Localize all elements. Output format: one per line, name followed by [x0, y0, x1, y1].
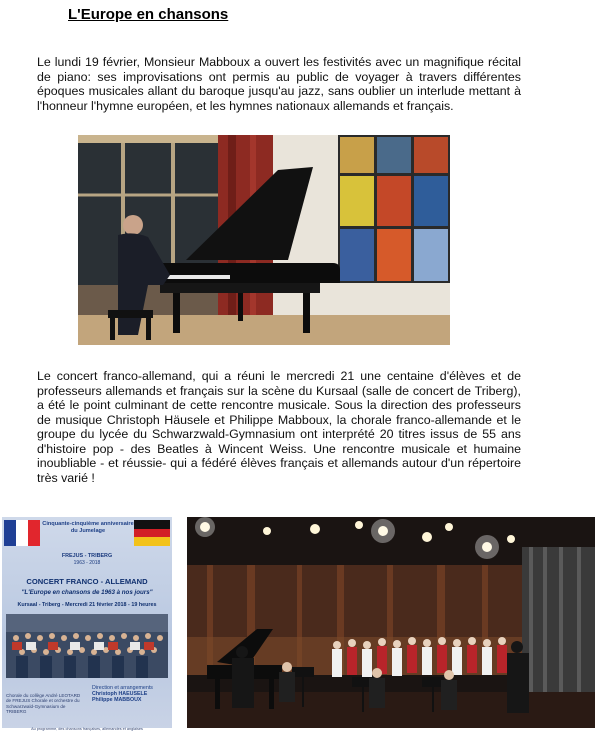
poster-direction	[92, 685, 168, 704]
poster-cities: FREJUS - TRIBERG	[61, 553, 113, 559]
poster-concert-title: CONCERT FRANCO - ALLEMAND	[26, 577, 148, 586]
page-title: L'Europe en chansons	[68, 6, 229, 23]
poster-direction-names: Christoph HAEUSELE Philippe MABBOUX	[92, 691, 148, 704]
concert-paragraph: Le concert franco-allemand, qui a réuni le mercredi 21 une centaine d'élèves et de professeurs allemands et français sur la scène du Kursaal (salle de concert de Triberg), a été le point culminant de cette rencontre musicale. Sous la direction des professeurs de musique Christoph Häusele et Philippe Mabboux, la chorale franco-allemande et le groupe du lycée du Schwarzwald-Gymnasium ont interprété 20 titres issus de 55 ans d'histoire pop - des Beatles à Wincent Weiss. Une rencontre musicale et humaine inoubliable - et réussie- qui a fédéré élèves français et allemands autour d'un répertoire très varié !	[37, 369, 521, 485]
french-flag-icon	[4, 520, 40, 546]
piano-recital-photo	[78, 135, 450, 345]
concert-stage-photo	[187, 517, 595, 728]
concert-poster	[2, 517, 172, 731]
poster-years: 1963 - 2018	[73, 560, 101, 566]
poster-venue: Kursaal - Triberg - Mercredi 21 février 2018 - 19 heures	[17, 602, 157, 608]
poster-program: Au programme, des chansons françaises, allemandes et anglaises	[31, 727, 143, 731]
german-flag-icon	[134, 520, 170, 546]
poster-subtitle: "L'Europe en chansons de 1963 à nos jours"	[21, 589, 153, 596]
poster-anniversary: Cinquante-cinquième anniversaire du Jumelage	[42, 521, 134, 534]
intro-paragraph: Le lundi 19 février, Monsieur Mabboux a ouvert les festivités avec un magnifique récital de piano: ses improvisations ont permis au public de voyager à travers différentes époques musicales allant du baroque jusqu'au jazz, sans oublier un interlude mettant à l'honneur l'hymne européen, et les hymnes nationaux allemands et français.	[37, 55, 521, 113]
poster-choirs: Chorale du collège André LEOTARD de FREJUS Chorale et orchestre du Schwarzwald-Gymnasium de TRIBERG	[6, 693, 81, 715]
poster-direction-label: Direction et arrangements	[92, 685, 153, 691]
choir-group-photo	[6, 614, 168, 678]
